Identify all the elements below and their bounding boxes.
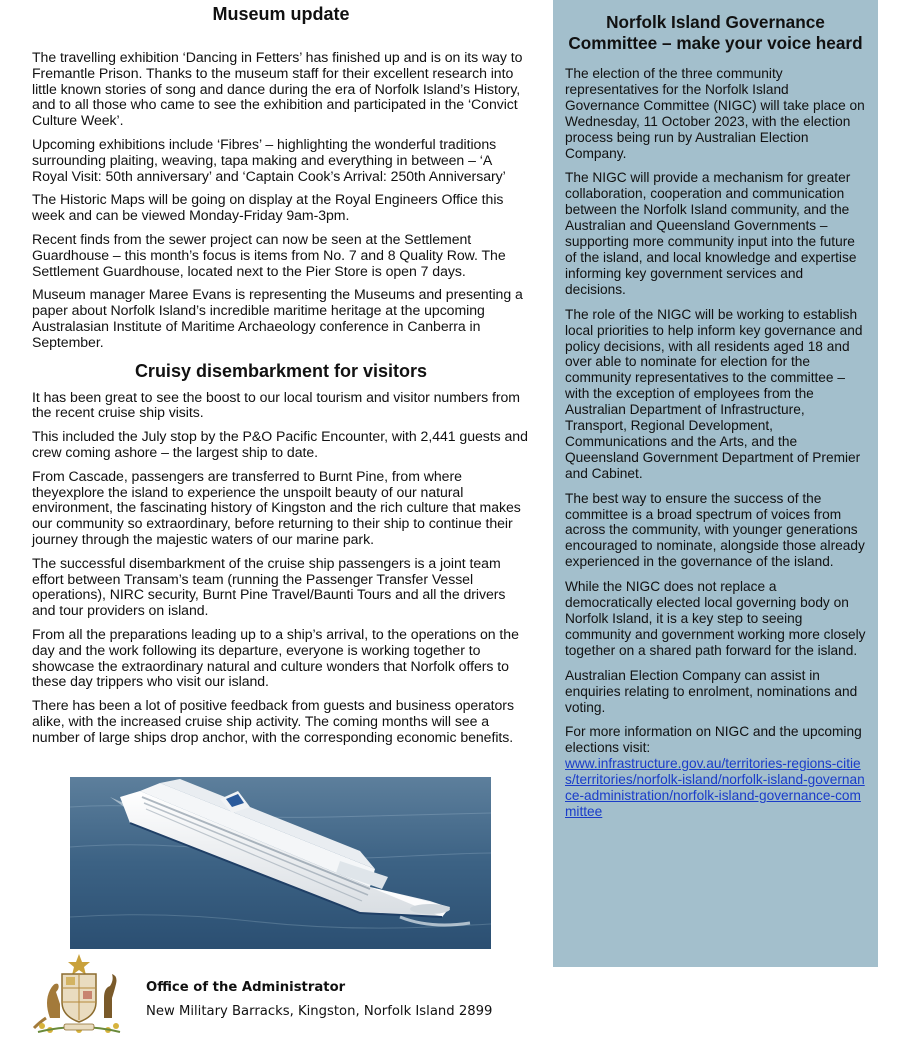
- office-name: Office of the Administrator: [146, 980, 346, 995]
- sidebar-paragraph: The election of the three community representatives for the Norfolk Island Governance Committee (NIGC) will take place on Wednesday, 11 October 2023, with the election process being run by Australian Election Company.: [565, 66, 865, 161]
- office-address: New Military Barracks, Kingston, Norfolk Island 2899: [146, 1004, 493, 1019]
- sidebar-paragraph: The role of the NIGC will be working to establish local priorities to help inform key governance and policy decisions, with all residents aged 18 and over able to nominate for election for the community representatives to the committee – with the exception of employees from the Australian Department of Infrastructure, Transport, Regional Development, Communications and the Arts, and the Queensland Government Department of Premier and Cabinet.: [565, 306, 863, 481]
- museum-paragraph: Upcoming exhibitions include ‘Fibres’ – highlighting the wonderful traditions surrounding plaiting, weaving, tapa making and everything in between – ‘A Royal Visit: 50th anniversary’ and ‘Captain Cook’s Arrival: 250th Anniversary’: [32, 135, 506, 184]
- coat-of-arms-icon: [24, 952, 134, 1036]
- sidebar-more-info: [565, 724, 866, 819]
- footer-address-block: [146, 976, 492, 1024]
- museum-paragraph: Museum manager Maree Evans is representing the Museums and presenting a paper about Norfolk Island’s incredible maritime heritage at the upcoming Australasian Institute of Maritime Archaeology conference in Canberra in September.: [32, 286, 523, 350]
- sidebar-paragraph: The NIGC will provide a mechanism for greater collaboration, cooperation and communication between the Norfolk Island community, and the Australian and Queensland Governments – supporting more community input into the future of the island, and local knowledge and expertise informing key government services and decisions.: [565, 170, 857, 297]
- cruise-paragraph: The successful disembarkment of the cruise ship passengers is a joint team effort between Transam’s team (running the Passenger Transfer Vessel operations), NIRC security, Burnt Pine Travel/Baunti Tours and all the drivers and tour providers on island.: [32, 554, 506, 619]
- nigc-sidebar: [553, 0, 878, 967]
- cruise-heading: Cruisy disembarkment for visitors: [134, 360, 428, 381]
- cruise-paragraph: It has been great to see the boost to our local tourism and visitor numbers from the recent cruise ship visits.: [32, 388, 520, 421]
- sidebar-paragraph: Australian Election Company can assist in enquiries relating to enrolment, nominations and voting.: [565, 667, 858, 715]
- museum-paragraph: The Historic Maps will be going on display at the Royal Engineers Office this week and can be viewed Monday-Friday 9am-3pm.: [32, 191, 504, 224]
- sidebar-heading: Norfolk Island Governance Committee – make your voice heard: [568, 12, 863, 53]
- cruise-ship-photo: [70, 777, 491, 949]
- nigc-info-link[interactable]: www.infrastructure.gov.au/territories-regions-cities/territories/norfolk-island/norfolk-island-governance-administration/norfolk-island-governance-committee: [565, 756, 865, 819]
- cruise-paragraph: From all the preparations leading up to a ship’s arrival, to the operations on the day and the work following its departure, everyone is working together to showcase the extraordinary natural and culture wonders that Norfolk offers to these day trippers who visit our island.: [32, 625, 519, 690]
- museum-paragraph: Recent finds from the sewer project can now be seen at the Settlement Guardhouse – this month’s focus is items from No. 7 and 8 Quality Row. The Settlement Guardhouse, located next to the Pier Store is open 7 days.: [32, 230, 506, 279]
- cruise-paragraph: There has been a lot of positive feedback from guests and business operators alike, with the increased cruise ship activity. The coming months will see a number of large ships drop anchor, with the corresponding economic benefits.: [32, 697, 514, 745]
- museum-update-heading: Museum update: [212, 4, 350, 24]
- main-column: [32, 0, 530, 753]
- museum-paragraph: The travelling exhibition ‘Dancing in Fetters’ has finished up and is on its way to Fremantle Prison. Thanks to the museum staff for their excellent research into little known stories of song and dance during the era of Norfolk Island’s History, and to all those who came to see the exhibition and participated in the ‘Convict Culture Week’.: [32, 49, 523, 129]
- cruise-paragraph: This included the July stop by the P&O Pacific Encounter, with 2,441 guests and crew coming ashore – the largest ship to date.: [32, 428, 528, 460]
- more-info-text: For more information on NIGC and the upcoming elections visit:: [565, 724, 862, 756]
- sidebar-paragraph: While the NIGC does not replace a democratically elected local governing body on Norfolk Island, it is a key step to seeing community and government working more closely together on a shared path forward for the island.: [565, 579, 866, 658]
- sidebar-paragraph: The best way to ensure the success of the committee is a broad spectrum of voices from across the community, with younger generations encouraged to nominate, alongside those already experienced in the governance of the island.: [565, 490, 865, 570]
- cruise-paragraph: From Cascade, passengers are transferred to Burnt Pine, from where theyexplore the island to experience the unspoilt beauty of our natural environment, the fascinating history of Kingston and the rich culture that makes our community so extraordinary, before returning to their ship to continue their journey through the majestic waters of our marine park.: [32, 467, 521, 547]
